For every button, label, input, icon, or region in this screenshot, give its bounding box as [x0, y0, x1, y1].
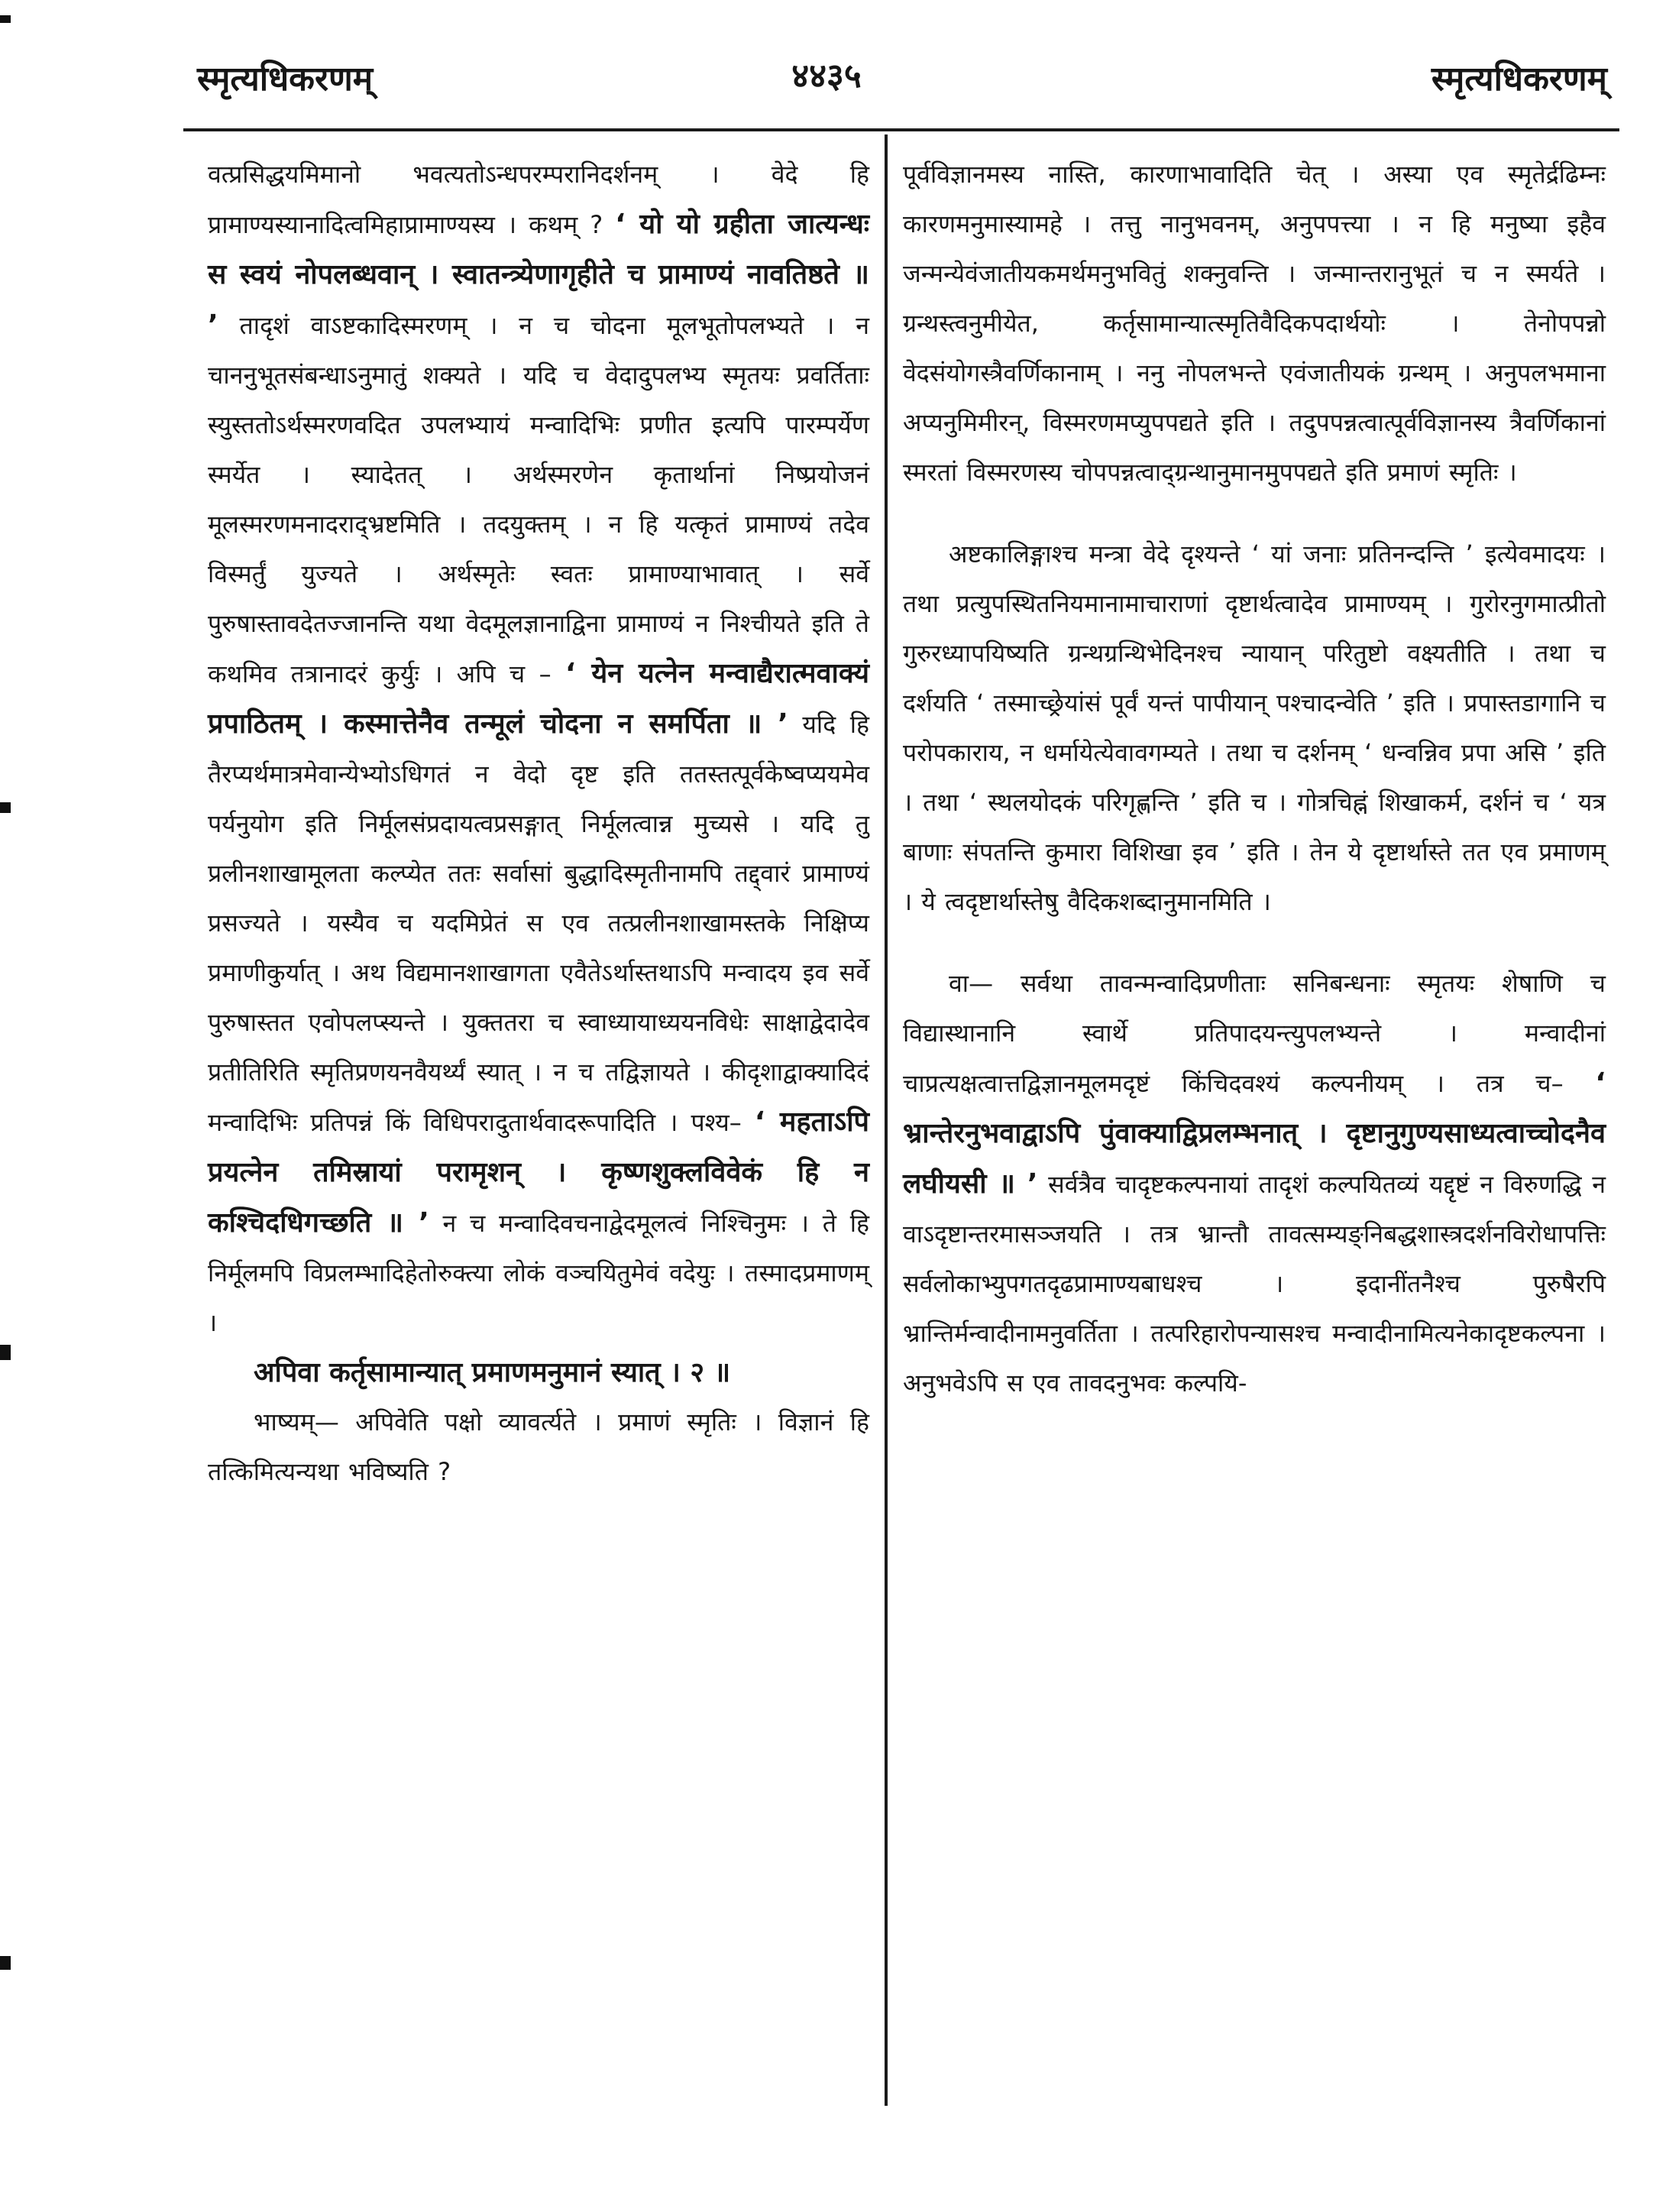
bhashya-label: भाष्यम्— — [254, 1407, 339, 1436]
bhashya-text: अपिवेति पक्षो व्यावर्त्यते । प्रमाणं स्मृतिः । विज्ञानं हि तत्किमित्यन्यथा भविष्यति ? — [208, 1407, 870, 1486]
right-paragraph-2: अष्टकालिङ्गाश्च मन्त्रा वेदे दृश्यन्ते ‘ यां जनाः प्रतिनन्दन्ति ’ इत्येवमादयः । तथा प्रत्युपस्थितनियमानामाचाराणां दृष्टार्थत्वादेव प्रामाण्यम् । गुरोरनुगमात्प्रीतो गुरुरध्यापयिष्यति ग्रन्थग्रन्थिभेदिनश्च न्यायान् परितुष्टो वक्ष्यतीति । तथा च दर्शयति ‘ तस्माच्छ्रेयांसं पूर्वं यन्तं पापीयान् पश्चादन्वेति ’ इति । प्रपास्तडागानि च परोपकाराय, न धर्मायेत्येवावगम्यते । तथा च दर्शनम् ‘ धन्वन्निव प्रपा असि ’ इति । तथा ‘ स्थलयोदकं परिगृह्णन्ति ’ इति च । गोत्रचिह्नं शिखाकर्म, दर्शनं च ‘ यत्र बाणाः संपतन्ति कुमारा विशिखा इव ’ इति । तेन ये दृष्टार्थास्ते तत एव प्रमाणम् । ये त्वदृष्टार्थास्तेषु वैदिकशब्दानुमानमिति । — [903, 539, 1606, 916]
right-paragraph-3 — [903, 959, 1606, 1408]
running-head-left: स्मृत्यधिकरणम् — [197, 60, 374, 99]
left-column — [208, 150, 869, 1497]
right-text-3: सर्वथा तावन्मन्वादिप्रणीताः सनिबन्धनाः स्मृतयः शेषाणि च विद्यास्थानानि स्वार्थे प्रतिपादयन्त्युपलभ्यन्ते । मन्वादीनां चाप्रत्यक्षत्वात्तद्विज्ञानमूलमदृष्टं किंचिदवश्यं कल्पनीयम् । तत्र च– — [903, 969, 1606, 1098]
vartika-label: वा— — [949, 969, 994, 998]
page-number: ४४३५ — [791, 57, 862, 96]
left-text-2: तादृशं वाऽष्टकादिस्मरणम् । न च चोदना मूलभूतोपलभ्यते । न चाननुभूतसंबन्धाऽनुमातुं शक्यते । यदि च वेदादुपलभ्य स्मृतयः प्रवर्तिताः स्युस्ततोऽर्थस्मरणवदित उपलभ्यायं मन्वादिभिः प्रणीत इत्यपि पारम्पर्येण स्मर्येत । स्यादेतत् । अर्थस्मरणेन कृतार्थानां निष्प्रयोजनं मूलस्मरणमनादराद्भ्रष्टमिति । तदयुक्तम् । न हि यत्कृतं प्रामाण्यं तदेव विस्मर्तुं युज्यते । अर्थस्मृतेः स्वतः प्रामाण्याभावात् । सर्वे पुरुषास्तावदेतज्जानन्ति यथा वेदमूलज्ञानाद्विना प्रामाण्यं न निश्चीयते इति ते कथमिव तत्रानादरं कुर्युः । अपि च – — [208, 311, 870, 688]
bhashya-paragraph — [208, 1397, 869, 1497]
left-quote-3: ‘ महताऽपि प्रयत्नेन तमिस्रायां परामृशन् । कृष्णशुक्लविवेकं हि न कश्चिदधिगच्छति ॥ ’ — [208, 1106, 869, 1239]
column-divider — [885, 134, 888, 2106]
running-head-right: स्मृत्यधिकरणम् — [1431, 60, 1607, 99]
left-text-1: वत्प्रसिद्धयमिमानो भवत्यतोऽन्धपरम्परानिदर्शनम् । वेदे हि प्रामाण्यस्यानादित्वमिहाप्रामाण्यस्य । कथम् ? — [208, 160, 869, 239]
scan-edge-mark — [0, 802, 11, 813]
right-text-4: सर्वत्रैव चादृष्टकल्पनायां तादृशं कल्पयितव्यं यद्दृष्टं न विरुणद्धि न वाऽदृष्टान्तरमासञ्जयति । तत्र भ्रान्तौ तावत्सम्यङ्निबद्धशास्त्रदर्शनविरोधापत्तिः सर्वलोकाभ्युपगतदृढप्रामाण्यबाधश्च । इदानींतनैश्च पुरुषैरपि भ्रान्तिर्मन्वादीनामनुवर्तिता । तत्परिहारोपन्यासश्च मन्वादीनामित्यनेकादृष्टकल्पना । अनुभवेऽपि स एव तावदनुभवः कल्पयि- — [903, 1170, 1606, 1397]
header-rule — [183, 128, 1619, 131]
right-paragraph-1: पूर्वविज्ञानमस्य नास्ति, कारणाभावादिति चेत् । अस्या एव स्मृतेर्द्रढिम्नः कारणमनुमास्यामहे । तत्तु नानुभवनम्, अनुपपत्त्या । न हि मनुष्या इहैव जन्मन्येवंजातीयकमर्थमनुभवितुं शक्नुवन्ति । जन्मान्तरानुभूतं च न स्मर्यते । ग्रन्थस्त्वनुमीयेत, कर्तृसामान्यात्स्मृतिवैदिकपदार्थयोः । तेनोपपन्नो वेदसंयोगस्त्रैवर्णिकानाम् । ननु नोपलभन्ते एवंजातीयकं ग्रन्थम् । अनुपलभमाना अप्यनुमिमीरन्, विस्मरणमप्युपपद्यते इति । तदुपपन्नत्वात्पूर्वविज्ञानस्य त्रैवर्णिकानां स्मरतां विस्मरणस्य चोपपन्नत्वाद्ग्रन्थानुमानमुपपद्यते इति प्रमाणं स्मृतिः । — [903, 160, 1606, 487]
paragraph-gap — [903, 497, 1606, 530]
left-text-4: न च मन्वादिवचनाद्वेदमूलत्वं निश्चिनुमः । ते हि निर्मूलमपि विप्रलम्भादिहेतोरुक्त्या लोकं वञ्चयितुमेवं वदेयुः । तस्मादप्रमाणम् । — [208, 1209, 869, 1337]
scan-edge-mark — [0, 1345, 11, 1360]
left-text-3: यदि हि तैरप्यर्थमात्रमेवान्येभ्योऽधिगतं न वेदो दृष्ट इति ततस्तत्पूर्वकेष्वप्ययमेव पर्यनुयोग इति निर्मूलसंप्रदायत्वप्रसङ्गात् निर्मूलत्वान्न मुच्यसे । यदि तु प्रलीनशाखामूलता कल्प्येत ततः सर्वासां बुद्धादिस्मृतीनामपि तद्द्वारं प्रामाण्यं प्रसज्यते । यस्यैव च यदमिप्रेतं स एव तत्प्रलीनशाखामस्तके निक्षिप्य प्रमाणीकुर्यात् । अथ विद्यमानशाखागता एवैतेऽर्थास्तथाऽपि मन्वादय इव सर्वे पुरुषास्तत एवोपलप्स्यन्ते । युक्ततरा च स्वाध्यायाध्ययनविधेः साक्षाद्वेदादेव प्रतीतिरिति स्मृतिप्रणयनवैयर्थ्यं स्यात् । न च तद्विज्ञायते । कीदृशाद्वाक्यादिदं मन्वादिभिः प्रतिपन्नं किं विधिपरादुतार्थवादरूपादिति । पश्य– — [208, 710, 869, 1137]
left-quote-2: ‘ येन यत्नेन मन्वाद्यैरात्मवाक्यं प्रपाठितम् । कस्मात्तेनैव तन्मूलं चोदना न समर्पिता ॥ ’ — [208, 658, 870, 740]
paragraph-gap — [903, 927, 1606, 959]
right-quote-1: ‘ भ्रान्तेरनुभवाद्वाऽपि पुंवाक्याद्विप्रलम्भनात् । दृष्टानुगुण्यसाध्यत्वाच्चोदनैव लघीयसी ॥ ’ — [903, 1067, 1606, 1200]
sutra-2: अपिवा कर्तृसामान्यात् प्रमाणमनुमानं स्यात् । २ ॥ — [254, 1357, 731, 1388]
scan-edge-mark — [0, 1956, 11, 1970]
left-quote-1: ‘ यो यो ग्रहीता जात्यन्धः स स्वयं नोपलब्धवान् । स्वातन्त्र्येणागृहीते च प्रामाण्यं नावतिष्ठते ॥ ’ — [208, 209, 870, 341]
scan-edge-mark — [0, 15, 11, 23]
left-paragraph-1 — [208, 150, 869, 1348]
right-column — [903, 150, 1606, 1408]
